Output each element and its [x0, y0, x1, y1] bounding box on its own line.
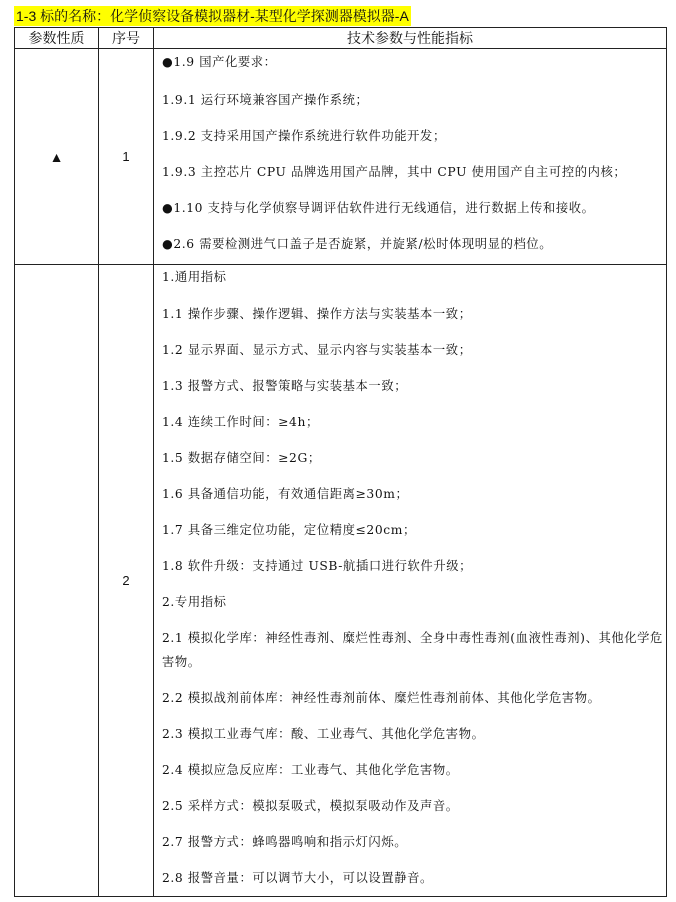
- spec-line: 2.4 模拟应急反应库：工业毒气、其他化学危害物。: [162, 763, 459, 777]
- spec-line: 2.8 报警音量：可以调节大小，可以设置静音。: [162, 871, 433, 885]
- spec-line: 1.3 报警方式、报警策略与实装基本一致；: [162, 379, 408, 393]
- header-seq: 序号: [99, 28, 154, 49]
- spec-line: 2.1 模拟化学库：神经性毒剂、糜烂性毒剂、全身中毒性毒剂(血液性毒剂)、其他化学危害物。: [162, 631, 663, 669]
- spec-line: ●1.9 国产化要求：: [162, 55, 277, 69]
- header-spec: 技术参数与性能指标: [154, 28, 667, 49]
- spec-line: 1.4 连续工作时间：≥4h；: [162, 415, 319, 429]
- spec-line: ●2.6 需要检测进气口盖子是否旋紧，并旋紧/松时体现明显的档位。: [162, 237, 553, 251]
- table-row: [15, 265, 667, 897]
- spec-line: 1.1 操作步骤、操作逻辑、操作方法与实装基本一致；: [162, 307, 472, 321]
- title-bar: [14, 6, 411, 26]
- spec-line: 1.5 数据存储空间：≥2G；: [162, 451, 321, 465]
- spec-line: 1.9.2 支持采用国产操作系统进行软件功能开发；: [162, 129, 446, 143]
- spec-line: 2.7 报警方式：蜂鸣器鸣响和指示灯闪烁。: [162, 835, 408, 849]
- spec-line: 1.9.1 运行环境兼容国产操作系统；: [162, 93, 369, 107]
- row-number: 2: [99, 265, 154, 897]
- spec-line: 1.9.3 主控芯片 CPU 品牌选用国产品牌，其中 CPU 使用国产自主可控的内核；: [162, 165, 627, 179]
- page-title: 1-3 标的名称：化学侦察设备模拟器材-某型化学探测器模拟器-A: [16, 8, 409, 24]
- header-param: 参数性质: [15, 28, 99, 49]
- spec-line: 1.通用指标: [162, 270, 227, 284]
- table-header-row: [15, 28, 667, 49]
- spec-line: 2.专用指标: [162, 595, 227, 609]
- spec-cell: [154, 49, 667, 265]
- param-mark: [15, 265, 99, 897]
- table-row: [15, 49, 667, 265]
- spec-line: ●1.10 支持与化学侦察导调评估软件进行无线通信，进行数据上传和接收。: [162, 201, 595, 215]
- spec-line: 1.6 具备通信功能，有效通信距离≥30m；: [162, 487, 409, 501]
- spec-line: 1.8 软件升级：支持通过 USB-航插口进行软件升级；: [162, 559, 473, 573]
- spec-line: 2.2 模拟战剂前体库：神经性毒剂前体、糜烂性毒剂前体、其他化学危害物。: [162, 691, 601, 705]
- spec-line: 1.7 具备三维定位功能，定位精度≤20cm；: [162, 523, 416, 537]
- spec-table: [14, 27, 667, 897]
- spec-line: 2.5 采样方式：模拟泵吸式，模拟泵吸动作及声音。: [162, 799, 459, 813]
- row-number: 1: [99, 49, 154, 265]
- param-mark: ▲: [15, 49, 99, 265]
- spec-line: 1.2 显示界面、显示方式、显示内容与实装基本一致；: [162, 343, 472, 357]
- spec-line: 2.3 模拟工业毒气库：酸、工业毒气、其他化学危害物。: [162, 727, 485, 741]
- spec-cell: [154, 265, 667, 897]
